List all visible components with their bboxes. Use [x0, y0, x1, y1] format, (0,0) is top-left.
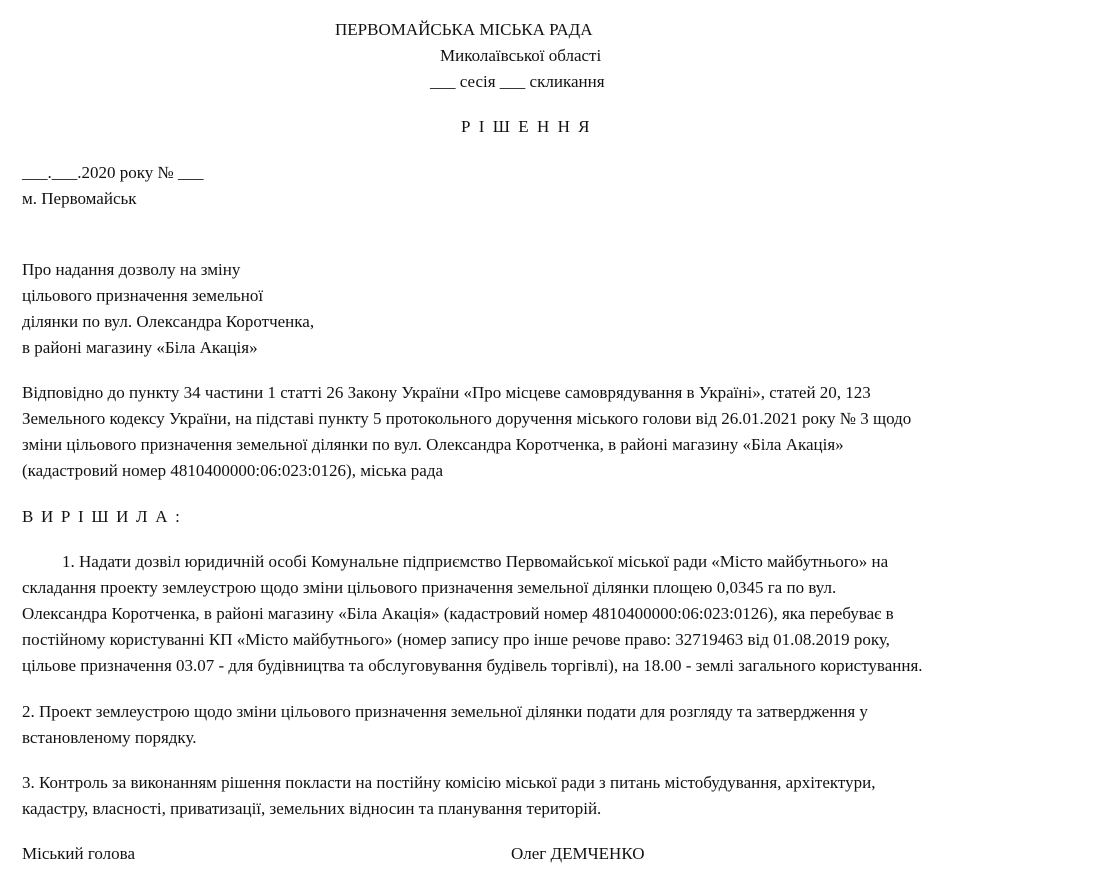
preamble-line: (кадастровий номер 4810400000:06:023:0126), міська рада [22, 461, 444, 480]
item-1-line: складання проекту землеустрою щодо зміни цільового призначення земельної ділянки площею 0,0345 га по вул. [22, 578, 837, 597]
document-type-title: Р І Ш Е Н Н Я [461, 117, 592, 136]
item-1-line: цільове призначення 03.07 - для будівництва та обслуговування будівель торгівлі), на 18.00 - землі загального користування. [22, 656, 923, 675]
item-3-line: 3. Контроль за виконанням рішення покласти на постійну комісію міської ради з питань містобудування, архітектури, [22, 773, 876, 792]
signature-name: Олег ДЕМЧЕНКО [511, 844, 645, 863]
preamble-line: зміни цільового призначення земельної ділянки по вул. Олександра Коротченка, в районі магазину «Біла Акація» [22, 435, 844, 454]
signature-title: Міський голова [22, 844, 135, 863]
session-line: ___ сесія ___ скликання [430, 72, 605, 91]
subject-line: в районі магазину «Біла Акація» [22, 338, 258, 357]
item-1-line: постійному користуванні КП «Місто майбутнього» (номер запису про інше речове право: 32719463 від 01.08.2019 року, [22, 630, 890, 649]
subject-line: цільового призначення земельної [22, 286, 264, 305]
subject-line: ділянки по вул. Олександра Коротченка, [22, 312, 315, 331]
item-2-line: 2. Проект землеустрою щодо зміни цільового призначення земельної ділянки подати для розгляду та затвердження у [22, 702, 868, 721]
preamble-line: Відповідно до пункту 34 частини 1 статті 26 Закону України «Про місцеве самоврядування в Україні», статей 20, 123 [22, 383, 871, 402]
council-name: ПЕРВОМАЙСЬКА МІСЬКА РАДА [335, 20, 593, 39]
city-name: м. Первомайськ [22, 189, 137, 208]
resolved-heading: В И Р І Ш И Л А : [22, 507, 182, 526]
item-1-line: 1. Надати дозвіл юридичній особі Комунальне підприємство Первомайської міської ради «Місто майбутнього» на [62, 552, 889, 571]
item-2-line: встановленому порядку. [22, 728, 197, 747]
item-3-line: кадастру, власності, приватизації, земельних відносин та планування територій. [22, 799, 602, 818]
subject-line: Про надання дозволу на зміну [22, 260, 241, 279]
date-number-line: ___.___.2020 року № ___ [22, 163, 204, 182]
region-name: Миколаївської області [440, 46, 602, 65]
preamble-line: Земельного кодексу України, на підставі пункту 5 протокольного доручення міського голови від 26.01.2021 року № 3 щодо [22, 409, 912, 428]
item-1-line: Олександра Коротченка, в районі магазину «Біла Акація» (кадастровий номер 4810400000:06:023:0126), яка перебуває в [22, 604, 894, 623]
